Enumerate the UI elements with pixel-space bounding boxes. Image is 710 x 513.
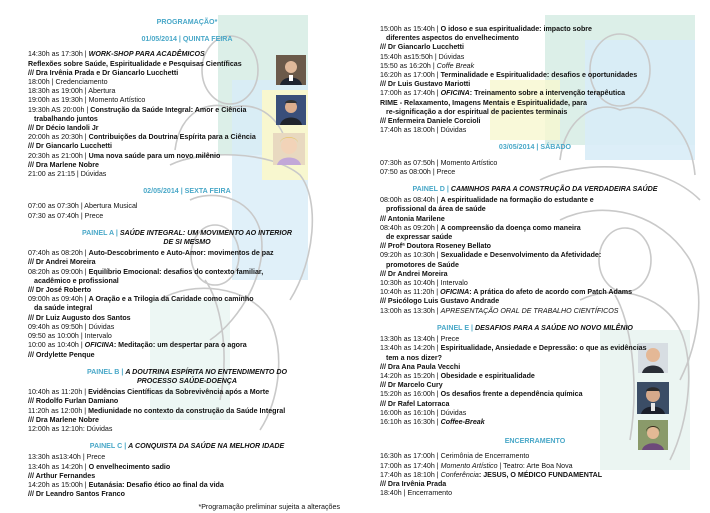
line-text: 16:00h as 16:10h | Dúvidas [380, 408, 467, 417]
line-emphasis: /// Dr Andrei Moreira [380, 269, 448, 278]
line-text: 19:00h as 19:30h | Momento Artístico [28, 96, 146, 105]
schedule-item [28, 202, 346, 211]
speaker-line [380, 480, 690, 489]
line-emphasis: A compreensão da doença como maneira [440, 223, 581, 232]
schedule-item [28, 407, 346, 416]
line-emphasis: /// Dra Irvênia Prada e Dr Giancarlo Lucchetti [28, 68, 179, 77]
line-text: 13:30h as 13:40h | Prece [380, 335, 460, 344]
spacer [28, 27, 346, 35]
line-text: 10:40h as 11:20h | [28, 388, 89, 397]
speaker-line [380, 381, 690, 390]
speaker-line [28, 490, 346, 499]
speaker-line [28, 69, 346, 78]
schedule-item [28, 463, 346, 472]
panel-label: PAINEL C | [89, 442, 129, 451]
line-text: 08:00h as 08:40h | [380, 196, 441, 205]
schedule-item [28, 50, 346, 59]
speaker-line [28, 351, 346, 360]
panel-heading [28, 368, 346, 386]
line-emphasis: RIME - Relaxamento, Imagens Mentais e Espiritualidade, para [380, 98, 587, 107]
line-emphasis: Espiritualidade, Ansiedade e Depressão: o que as evidências [440, 344, 647, 353]
spacer [380, 316, 690, 324]
line-emphasis: Mediunidade no contexto da construção da Saúde Integral [88, 406, 286, 415]
schedule-item [28, 304, 346, 313]
line-emphasis: profissional da área de saúde [386, 205, 486, 214]
line-text: 16:10h as 16:30h | [380, 417, 441, 426]
line-text: 20:00h as 20:30h | [28, 133, 89, 142]
speaker-line [28, 286, 346, 295]
line-emphasis: /// Dr Andrei Moreira [28, 258, 96, 267]
schedule-item [28, 115, 346, 124]
speaker-line [28, 161, 346, 170]
schedule-item [28, 170, 346, 179]
line-emphasis: /// Psicólogo Luis Gustavo Andrade [380, 297, 500, 306]
left-column [28, 18, 346, 513]
schedule-item [380, 261, 690, 270]
schedule-item [380, 196, 690, 205]
line-emphasis: /// Dra Irvênia Prada [380, 479, 447, 488]
schedule-item [28, 481, 346, 490]
speaker-line [380, 43, 690, 52]
line-emphasis: /// Dr Marcelo Cury [380, 381, 443, 390]
line-text: 21:00 as 21:15 | Dúvidas [28, 170, 107, 179]
schedule-item [28, 249, 346, 258]
line-text: 15:50 as 16:20h | [380, 61, 437, 70]
schedule-item [380, 418, 690, 427]
schedule-item [380, 89, 690, 98]
schedule-item [28, 268, 346, 277]
line-text: 08:20h as 09:00h | [28, 267, 89, 276]
schedule-item [380, 354, 690, 363]
section-heading: 02/05/2014 | SEXTA FEIRA [143, 187, 231, 196]
panel-label: PAINEL B | [86, 367, 126, 376]
line-emphasis: A Oração e a Trilogia da Caridade como caminho [88, 295, 254, 304]
line-emphasis: /// Dr José Roberto [28, 286, 92, 295]
speaker-line [28, 397, 346, 406]
line-text: 20:30h as 21:00h | [28, 151, 89, 160]
line-text: 14:20h as 15:20h | [380, 371, 441, 380]
schedule-item [380, 251, 690, 260]
line-text: 14:30h as 17:30h | [28, 50, 89, 59]
line-emphasis: /// Dr Leandro Santos Franco [28, 490, 125, 499]
speaker-line [380, 297, 690, 306]
schedule-item [28, 453, 346, 462]
line-text: 17:40h as 18:10h | [380, 470, 441, 479]
schedule-item [28, 388, 346, 397]
line-emphasis: : Treinamento sobre a intervenção terapêutica [469, 89, 626, 98]
line-emphasis: /// Enfermeira Daniele Corcioli [380, 117, 481, 126]
line-emphasis: tem a nos dizer? [386, 353, 442, 362]
schedule-item [380, 279, 690, 288]
schedule-item [28, 60, 346, 69]
line-emphasis: Conferência [440, 470, 479, 479]
section-heading: ENCERRAMENTO [504, 437, 566, 446]
speaker-line [380, 363, 690, 372]
schedule-item [380, 288, 690, 297]
line-text: 10:40h as 11:20h | [380, 288, 441, 297]
schedule-item [380, 168, 690, 177]
schedule-item [380, 71, 690, 80]
line-emphasis: Terminalidade e Espiritualidade: desafios e oportunidades [440, 71, 638, 80]
line-emphasis: diferentes aspectos do envelhecimento [386, 34, 519, 43]
panel-heading [28, 229, 346, 247]
line-emphasis: Construção da Saúde Integral: Amor e Ciência [90, 105, 247, 114]
line-emphasis: /// Rodolfo Furlan Damiano [28, 397, 119, 406]
line-emphasis: : Meditação: um despertar para o agora [113, 341, 247, 350]
spacer [28, 179, 346, 187]
schedule-item [380, 390, 690, 399]
panel-title-cont: DE SI MESMO [163, 238, 211, 247]
schedule-item [380, 452, 690, 461]
line-text: 18:30h as 19:00h | Abertura [28, 87, 116, 96]
schedule-item [380, 307, 690, 316]
panel-title: SAÚDE INTEGRAL: UM MOVIMENTO AO INTERIOR [119, 228, 293, 237]
line-emphasis: /// Arthur Fernandes [28, 471, 96, 480]
schedule-item [380, 489, 690, 498]
panel-heading [28, 442, 346, 451]
line-emphasis: Coffee-Break [440, 417, 485, 426]
speaker-line [28, 472, 346, 481]
line-emphasis: Auto-Descobrimento e Auto-Amor: movimentos de paz [88, 249, 274, 258]
line-text: 18:40h | Encerramento [380, 489, 453, 498]
line-text: 07:40h as 08:20h | [28, 249, 89, 258]
line-emphasis: Momento Artístico [440, 461, 498, 470]
line-emphasis: /// Profª Doutora Roseney Bellato [380, 242, 492, 251]
line-emphasis: acadêmico e profissional [34, 276, 119, 285]
line-emphasis: trabalhando juntos [34, 114, 98, 123]
line-emphasis: Eutanásia: Desafio ético ao final da vida [88, 480, 224, 489]
line-text: 19:30h AS 20:00h | [28, 105, 91, 114]
schedule-item [28, 87, 346, 96]
line-text: 09:50 as 10:00h | Intervalo [28, 332, 112, 341]
line-text: 11:20h as 12:00h | [28, 406, 89, 415]
line-emphasis: : A prática do afeto de acordo com Patch Adams [469, 288, 633, 297]
line-text: | Teatro: Arte Boa Nova [497, 461, 573, 470]
line-emphasis: Equilíbrio Emocional: desafios do contexto familiar, [88, 267, 264, 276]
line-text: 09:00h as 09:40h | [28, 295, 89, 304]
spacer [28, 221, 346, 229]
line-emphasis: /// Dr Luis Gustavo Mariotti [380, 80, 471, 89]
schedule-item [28, 332, 346, 341]
line-text: 13:40h as 14:20h | [28, 462, 89, 471]
panel-title: CAMINHOS PARA A CONSTRUÇÃO DA VERDADEIRA SAÚDE [450, 185, 658, 194]
speaker-line [28, 416, 346, 425]
speaker-line [28, 258, 346, 267]
speaker-line [380, 117, 690, 126]
line-emphasis: Sexualidade e Desenvolvimento da Afetividade: [440, 251, 602, 260]
schedule-item [28, 295, 346, 304]
schedule-item [380, 471, 690, 480]
schedule-item [380, 335, 690, 344]
schedule-item [28, 96, 346, 105]
line-text: 10:30h as 10:40h | Intervalo [380, 279, 468, 288]
line-emphasis: /// Dra Marlene Nobre [28, 160, 99, 169]
schedule-item [380, 99, 690, 108]
section-heading: 01/05/2014 | QUINTA FEIRA [141, 35, 233, 44]
line-text: 07:30h as 07:50h | Momento Artístico [380, 158, 498, 167]
line-text: 17:00h as 17:40h | [380, 89, 441, 98]
schedule-item [380, 205, 690, 214]
speaker-line [380, 80, 690, 89]
section-heading: 03/05/2014 | SÁBADO [498, 143, 572, 152]
line-text: 15:40h as15:50h | Dúvidas [380, 52, 465, 61]
footnote: *Programação preliminar sujeita a alterações [198, 503, 340, 512]
schedule-item [380, 62, 690, 71]
schedule-item [380, 224, 690, 233]
speaker-line [380, 270, 690, 279]
line-text: 13:00h as 13:30h | [380, 306, 441, 315]
line-text: 13:30h as13:40h | Prece [28, 453, 106, 462]
panel-heading [380, 324, 690, 333]
line-text: 14:20h as 15:00h | [28, 480, 89, 489]
line-emphasis: /// Dr Décio Iandoli Jr [28, 124, 99, 133]
schedule-item [28, 133, 346, 142]
line-emphasis: O idoso e sua espiritualidade: impacto sobre [440, 25, 592, 33]
schedule-item [380, 372, 690, 381]
line-emphasis: /// Dr Giancarlo Lucchetti [28, 142, 112, 151]
line-text: 07:50 as 08:00h | Prece [380, 167, 456, 176]
line-text: 17:40h as 18:00h | Dúvidas [380, 126, 467, 135]
line-emphasis: /// Dra Ana Paula Vecchi [380, 362, 461, 371]
speaker-line [380, 400, 690, 409]
line-emphasis: /// Dra Marlene Nobre [28, 415, 99, 424]
line-text: 09:20h as 10:30h | [380, 251, 441, 260]
speaker-line [28, 124, 346, 133]
line-text: 16:20h as 17:00h | [380, 71, 441, 80]
schedule-item [380, 25, 690, 34]
line-text: 10:00 as 10:40h | [28, 341, 85, 350]
line-text: 07:00 as 07:30h | Abertura Musical [28, 202, 138, 211]
line-text: 15:20h as 16:00h | [380, 390, 441, 399]
schedule-item [28, 78, 346, 87]
panel-title: A DOUTRINA ESPÍRITA NO ENTENDIMENTO DO [125, 367, 288, 376]
schedule-item [380, 159, 690, 168]
line-emphasis: WORK-SHOP PARA ACADÊMICOS [88, 50, 205, 59]
schedule-item [380, 409, 690, 418]
line-emphasis: A espiritualidade na formação do estudante e [440, 196, 594, 205]
schedule-item [380, 344, 690, 353]
line-text: 07:30 as 07:40h | Prece [28, 211, 104, 220]
line-text: 15:00h as 15:40h | [380, 25, 441, 33]
speaker-line [28, 142, 346, 151]
line-text: 17:00h as 17:40h | [380, 461, 441, 470]
section-heading: PROGRAMAÇÃO* [156, 18, 218, 26]
speaker-line [380, 215, 690, 224]
panel-title: DESAFIOS PARA A SAÚDE NO NOVO MILÊNIO [475, 323, 633, 332]
line-emphasis: /// Antonia Marilene [380, 214, 445, 223]
line-emphasis: /// Dr Luiz Augusto dos Santos [28, 313, 131, 322]
line-emphasis: /// Ordylette Penque [28, 350, 95, 359]
line-text: 18:00h | Credenciamento [28, 78, 108, 87]
line-emphasis: Reflexões sobre Saúde, Espiritualidade e Pesquisas Científicas [28, 59, 242, 68]
schedule-item [380, 462, 690, 471]
schedule-item [380, 233, 690, 242]
schedule-item [380, 34, 690, 43]
line-emphasis: da saúde integral [34, 304, 93, 313]
line-emphasis: OFICINA [440, 89, 470, 98]
line-text: 12:00h as 12:10h: Dúvidas [28, 424, 113, 433]
spacer [28, 434, 346, 442]
panel-title: A CONQUISTA DA SAÚDE NA MELHOR IDADE [128, 442, 285, 451]
line-text: 16:30h as 17:00h | Cerimônia de Encerramento [380, 452, 530, 461]
line-emphasis: re-significação a dor espiritual de pacientes terminais [386, 107, 568, 116]
line-text: 13:40h as 14:20h | [380, 344, 441, 353]
panel-label: PAINEL D | [412, 185, 451, 194]
spacer [380, 177, 690, 185]
line-emphasis: Contribuições da Doutrina Espírita para a Ciência [88, 133, 256, 142]
schedule-item [28, 106, 346, 115]
line-text: 09:40h as 09:50h | Dúvidas [28, 322, 115, 331]
line-emphasis: O envelhecimento sadio [88, 462, 171, 471]
line-emphasis: Evidências Científicas da Sobrevivência após a Morte [88, 388, 270, 397]
schedule-item [28, 323, 346, 332]
schedule-item [28, 277, 346, 286]
schedule-item [28, 341, 346, 350]
panel-label: PAINEL A | [81, 228, 120, 237]
speaker-line [380, 242, 690, 251]
right-column [380, 25, 690, 498]
line-emphasis: promotores de Saúde [386, 260, 459, 269]
line-emphasis: /// Dr Rafel Latorraca [380, 399, 450, 408]
line-emphasis: : JESUS, O MÉDICO FUNDAMENTAL [478, 470, 603, 479]
line-emphasis: Obesidade e espiritualidade [440, 371, 535, 380]
spacer [380, 427, 690, 437]
line-emphasis: OFICINA [84, 341, 114, 350]
schedule-item [28, 152, 346, 161]
panel-label: PAINEL E | [437, 323, 476, 332]
line-text: 08:40h as 09:20h | [380, 223, 441, 232]
line-emphasis: Uma nova saúde para um novo milênio [88, 151, 221, 160]
line-emphasis: APRESENTAÇÃO ORAL DE TRABALHO CIENTÍFICOS [440, 306, 619, 315]
schedule-item [28, 212, 346, 221]
panel-title-cont: PROCESSO SAÚDE-DOENÇA [136, 376, 238, 385]
schedule-item [380, 53, 690, 62]
speaker-line [28, 314, 346, 323]
spacer [28, 360, 346, 368]
line-emphasis: Coffe Break [436, 61, 475, 70]
line-emphasis: /// Dr Giancarlo Lucchetti [380, 43, 464, 52]
line-emphasis: Os desafios frente a dependência química [440, 390, 583, 399]
schedule-item [380, 108, 690, 117]
schedule-item [380, 126, 690, 135]
line-emphasis: de expressar saúde [386, 233, 453, 242]
schedule-item [28, 425, 346, 434]
line-emphasis: OFICINA [440, 288, 470, 297]
panel-heading [380, 185, 690, 194]
